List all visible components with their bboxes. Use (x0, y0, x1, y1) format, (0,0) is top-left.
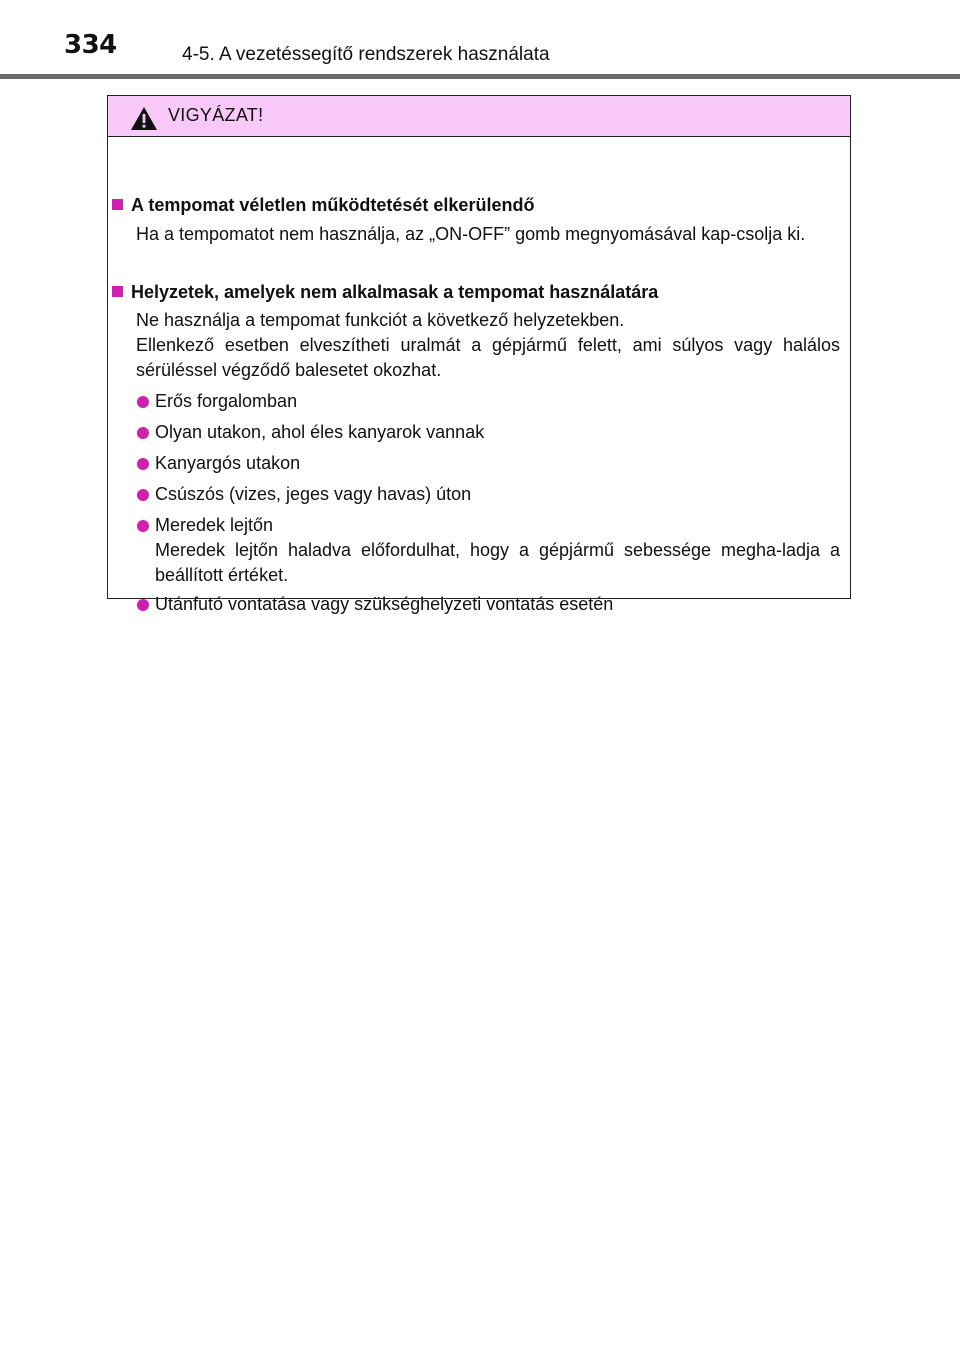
list-item: Csúszós (vizes, jeges vagy havas) úton (136, 482, 840, 507)
list-item: Erős forgalomban (136, 389, 840, 414)
header-rule (0, 74, 960, 79)
item-2-paragraph-1: Ne használja a tempomat funkciót a következő helyzetekben. (136, 310, 625, 330)
circle-bullet-icon (137, 489, 149, 501)
list-item-detail: Meredek lejtőn haladva előfordulhat, hogy a gépjármű sebessége megha-ladja a beállított értéket. (155, 540, 840, 585)
item-1-paragraph: Ha a tempomatot nem használja, az „ON-OFF” gomb megnyomásával kap-csolja ki. (136, 224, 806, 244)
list-item: Olyan utakon, ahol éles kanyarok vannak (136, 420, 840, 445)
page-header (0, 0, 960, 80)
warning-label: VIGYÁZAT! (168, 105, 264, 125)
page-number: 334 (64, 30, 117, 60)
circle-bullet-icon (137, 599, 149, 611)
circle-bullet-icon (137, 396, 149, 408)
circle-bullet-icon (137, 427, 149, 439)
circle-bullet-icon (137, 520, 149, 532)
warning-triangle-icon (130, 106, 158, 131)
warning-header (108, 96, 850, 137)
circle-bullet-icon (137, 458, 149, 470)
section-title: 4-5. A vezetéssegítő rendszerek használata (182, 44, 550, 65)
item-heading-1: A tempomat véletlen működtetését elkerülendő (112, 193, 534, 217)
item-heading-2: Helyzetek, amelyek nem alkalmasak a tempomat használatára (112, 280, 658, 304)
square-bullet-icon (112, 199, 123, 210)
list-item: Kanyargós utakon (136, 451, 840, 476)
item-2-paragraph-2: Ellenkező esetben elveszítheti uralmát a gépjármű felett, ami súlyos vagy halálos sérüléssel végződő balesetet okozhat. (136, 335, 840, 380)
list-item: Utánfutó vontatása vagy szükséghelyzeti vontatás esetén (136, 592, 840, 617)
warning-box (107, 95, 851, 614)
list-item: Meredek lejtőn Meredek lejtőn haladva előfordulhat, hogy a gépjármű sebessége megha-ladja a beállított értéket. (136, 513, 840, 588)
square-bullet-icon (112, 286, 123, 297)
